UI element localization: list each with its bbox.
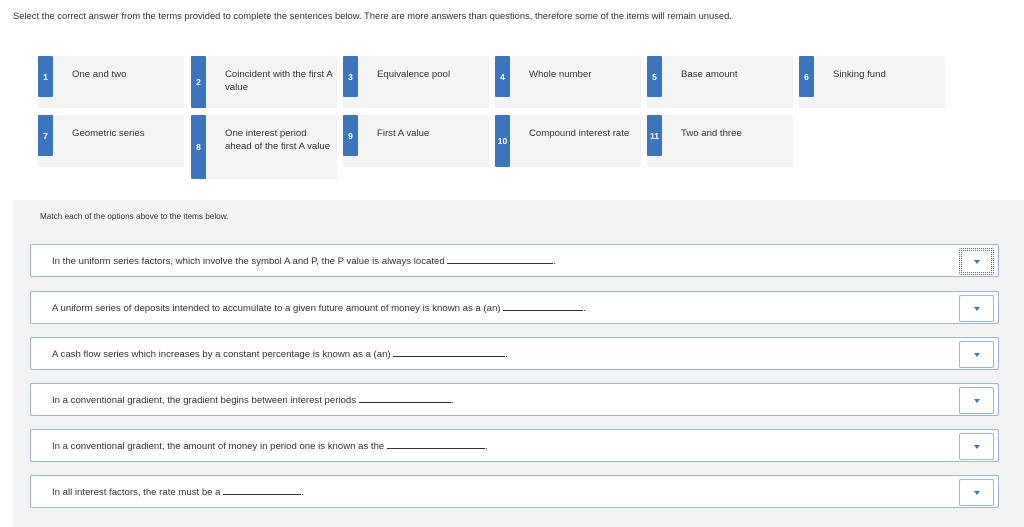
- term-item-11[interactable]: [647, 115, 793, 167]
- term-number: 1: [38, 56, 53, 97]
- term-label: Whole number: [529, 69, 592, 80]
- instructions-text: Select the correct answer from the terms provided to complete the sentences below. There are more answers than questions, therefore some of the items will remain unused.: [13, 10, 732, 21]
- term-item-6[interactable]: [799, 56, 945, 108]
- answer-dropdown-1[interactable]: [959, 248, 994, 275]
- chevron-down-icon: [974, 260, 980, 264]
- chevron-down-icon: [974, 491, 980, 495]
- term-item-5[interactable]: [647, 56, 793, 108]
- question-text: [52, 486, 304, 498]
- answer-blank: [223, 486, 301, 495]
- answer-dropdown-6[interactable]: [959, 479, 994, 506]
- term-item-7[interactable]: [38, 115, 184, 167]
- answer-dropdown-5[interactable]: [959, 433, 994, 460]
- match-title: Match each of the options above to the items below.: [40, 212, 229, 221]
- question-row-3: [30, 337, 999, 370]
- term-label: Two and three: [681, 128, 742, 139]
- term-item-9[interactable]: [343, 115, 489, 167]
- term-item-10[interactable]: [495, 115, 641, 167]
- answer-dropdown-2[interactable]: [959, 295, 994, 322]
- term-number: 4: [495, 56, 510, 97]
- term-label: Base amount: [681, 69, 738, 80]
- question-label: In the uniform series factors, which involve the symbol A and P, the P value is always located: [52, 256, 445, 267]
- question-row-2: [30, 291, 999, 324]
- term-label: Geometric series: [72, 128, 145, 139]
- term-label: One and two: [72, 69, 127, 80]
- term-number: 2: [191, 56, 206, 108]
- question-text: [52, 255, 556, 267]
- question-label: A uniform series of deposits intended to accumulate to a given future amount of money is known as a (an): [52, 303, 501, 314]
- term-number: 9: [343, 115, 358, 156]
- term-number: 11: [647, 115, 662, 156]
- term-label: One interest period ahead of the first A value: [225, 128, 331, 152]
- question-label: In a conventional gradient, the amount of money in period one is known as the: [52, 441, 385, 452]
- answer-dropdown-3[interactable]: [959, 341, 994, 368]
- answer-dropdown-4[interactable]: [959, 387, 994, 414]
- question-label: A cash flow series which increases by a constant percentage is known as a (an): [52, 349, 391, 360]
- term-label: Coincident with the first A value: [225, 69, 333, 93]
- question-suffix: .: [301, 487, 304, 498]
- chevron-down-icon: [974, 399, 980, 403]
- question-row-4: [30, 383, 999, 416]
- answer-blank: [447, 255, 553, 264]
- question-text: [52, 440, 488, 452]
- answer-blank: [393, 348, 505, 357]
- term-item-8[interactable]: [191, 115, 337, 179]
- question-row-1: [30, 244, 999, 277]
- term-number: 5: [647, 56, 662, 97]
- term-item-1[interactable]: [38, 56, 184, 108]
- term-number: 8: [191, 115, 206, 179]
- question-row-6: [30, 475, 999, 508]
- question-suffix: .: [553, 256, 557, 267]
- chevron-down-icon: [974, 353, 980, 357]
- question-text: [52, 394, 453, 406]
- question-text: [52, 348, 508, 360]
- question-label: In a conventional gradient, the gradient begins between interest periods: [52, 395, 357, 406]
- answer-blank: [359, 394, 451, 403]
- question-suffix: .: [583, 303, 586, 314]
- term-item-3[interactable]: [343, 56, 489, 108]
- term-number: 6: [799, 56, 814, 97]
- match-panel: [13, 200, 1024, 527]
- answer-blank: [503, 302, 583, 311]
- chevron-down-icon: [974, 445, 980, 449]
- question-row-5: [30, 429, 999, 462]
- term-number: 7: [38, 115, 53, 156]
- question-suffix: .: [505, 349, 508, 360]
- term-label: First A value: [377, 128, 430, 139]
- question-text: [52, 302, 586, 314]
- question-suffix: .: [484, 441, 488, 452]
- term-label: Sinking fund: [833, 69, 886, 80]
- question-label: In all interest factors, the rate must be a: [52, 487, 221, 498]
- term-number: 10: [495, 115, 510, 167]
- term-label: Compound interest rate: [529, 128, 630, 139]
- term-number: 3: [343, 56, 358, 97]
- question-suffix: .: [450, 395, 454, 406]
- term-item-2[interactable]: [191, 56, 337, 108]
- term-label: Equivalence pool: [377, 69, 451, 80]
- chevron-down-icon: [974, 307, 980, 311]
- term-item-4[interactable]: [495, 56, 641, 108]
- answer-blank: [387, 440, 485, 449]
